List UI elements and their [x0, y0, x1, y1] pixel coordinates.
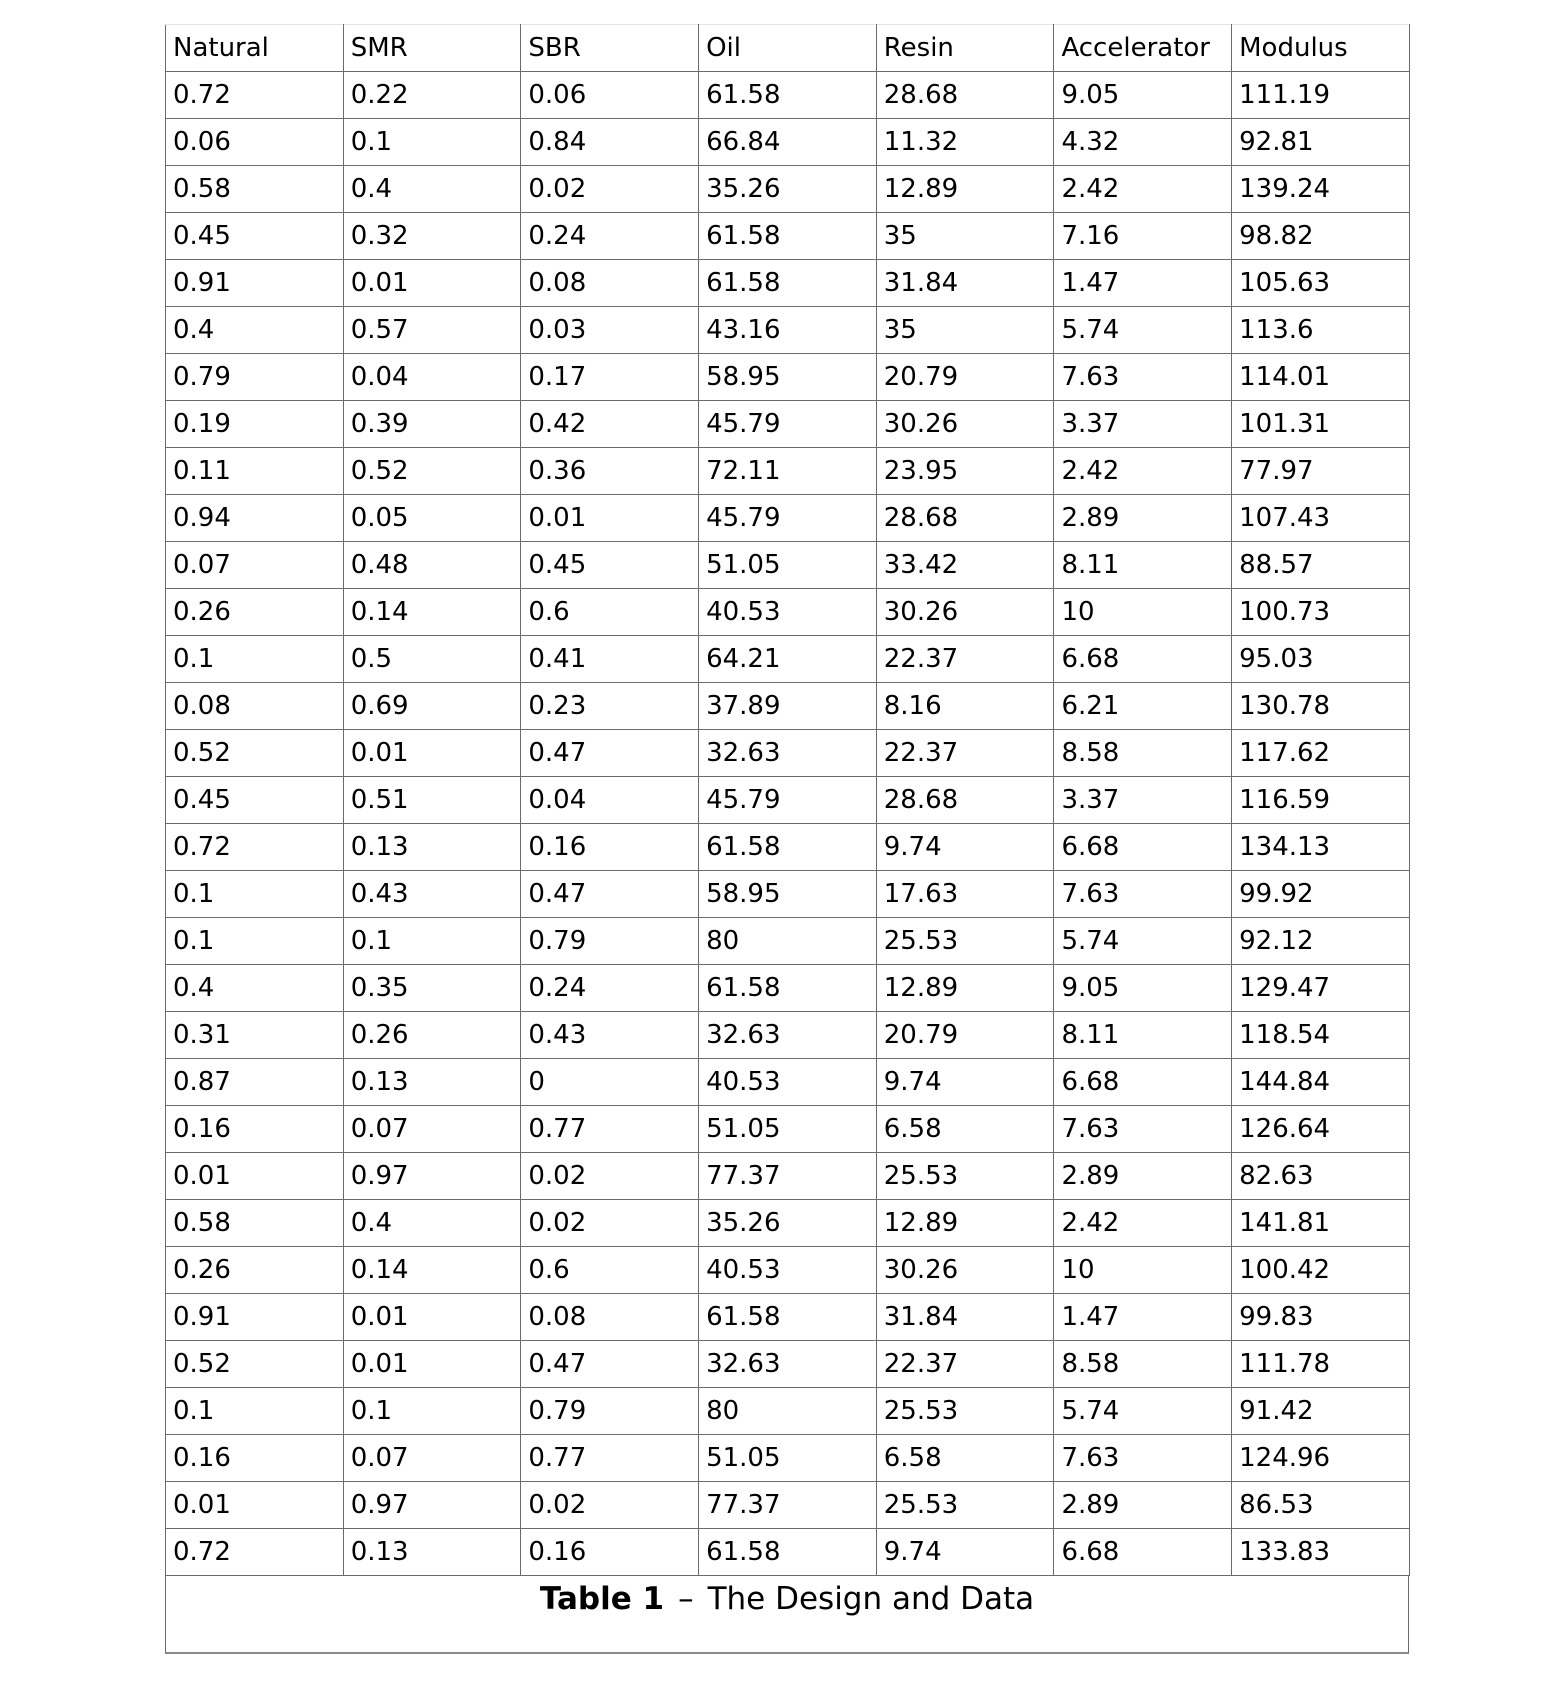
- table-cell: 0.97: [343, 1482, 521, 1529]
- table-cell: 0.31: [166, 1012, 344, 1059]
- table-cell: 9.74: [876, 1529, 1054, 1576]
- table-cell: 77.37: [699, 1153, 877, 1200]
- table-cell: 98.82: [1232, 213, 1410, 260]
- table-cell: 0.43: [521, 1012, 699, 1059]
- table-cell: 61.58: [699, 72, 877, 119]
- table-cell: 105.63: [1232, 260, 1410, 307]
- table-cell: 113.6: [1232, 307, 1410, 354]
- table-cell: 0.36: [521, 448, 699, 495]
- table-cell: 0.16: [166, 1435, 344, 1482]
- table-cell: 0.84: [521, 119, 699, 166]
- table-cell: 10: [1054, 1247, 1232, 1294]
- table-cell: 0.03: [521, 307, 699, 354]
- table-row: [166, 1482, 1410, 1529]
- table-cell: 45.79: [699, 495, 877, 542]
- design-data-table: [165, 24, 1410, 1576]
- table-row: [166, 777, 1410, 824]
- table-cell: 141.81: [1232, 1200, 1410, 1247]
- table-cell: 5.74: [1054, 1388, 1232, 1435]
- table-cell: 0.1: [166, 871, 344, 918]
- table-cell: 64.21: [699, 636, 877, 683]
- table-cell: 0.24: [521, 213, 699, 260]
- table-cell: 0.32: [343, 213, 521, 260]
- table-cell: 0.48: [343, 542, 521, 589]
- table-cell: 6.58: [876, 1435, 1054, 1482]
- table-cell: 111.19: [1232, 72, 1410, 119]
- table-row: [166, 1435, 1410, 1482]
- table-cell: 80: [699, 918, 877, 965]
- header-row: [166, 25, 1410, 72]
- table-row: [166, 871, 1410, 918]
- table-cell: 0.72: [166, 72, 344, 119]
- table-cell: 133.83: [1232, 1529, 1410, 1576]
- table-cell: 4.32: [1054, 119, 1232, 166]
- table-cell: 0.01: [343, 260, 521, 307]
- table-cell: 8.58: [1054, 1341, 1232, 1388]
- table-cell: 2.89: [1054, 1153, 1232, 1200]
- table-cell: 6.68: [1054, 1059, 1232, 1106]
- table-cell: 0.06: [166, 119, 344, 166]
- table-cell: 0.35: [343, 965, 521, 1012]
- table-cell: 107.43: [1232, 495, 1410, 542]
- table-row: [166, 1153, 1410, 1200]
- caption-text: The Design and Data: [707, 1581, 1035, 1617]
- table-row: [166, 260, 1410, 307]
- table-cell: 0.79: [521, 1388, 699, 1435]
- table-cell: 0.77: [521, 1106, 699, 1153]
- table-cell: 86.53: [1232, 1482, 1410, 1529]
- table-cell: 100.42: [1232, 1247, 1410, 1294]
- table-cell: 2.89: [1054, 495, 1232, 542]
- table-cell: 0.07: [343, 1435, 521, 1482]
- table-cell: 0.1: [343, 119, 521, 166]
- table-body: [166, 72, 1410, 1576]
- table-cell: 22.37: [876, 636, 1054, 683]
- table-cell: 134.13: [1232, 824, 1410, 871]
- table-cell: 12.89: [876, 166, 1054, 213]
- table-cell: 0.4: [343, 166, 521, 213]
- caption-line: [166, 1576, 1408, 1615]
- table-cell: 61.58: [699, 1529, 877, 1576]
- table-cell: 0.91: [166, 260, 344, 307]
- table-row: [166, 1529, 1410, 1576]
- table-cell: 3.37: [1054, 777, 1232, 824]
- table-cell: 61.58: [699, 213, 877, 260]
- table-cell: 51.05: [699, 1435, 877, 1482]
- column-header: Resin: [876, 25, 1054, 72]
- table-cell: 0.57: [343, 307, 521, 354]
- table-cell: 5.74: [1054, 307, 1232, 354]
- table-cell: 40.53: [699, 589, 877, 636]
- column-header: Oil: [699, 25, 877, 72]
- table-row: [166, 448, 1410, 495]
- table-cell: 0.26: [166, 589, 344, 636]
- column-header: Natural: [166, 25, 344, 72]
- table-cell: 88.57: [1232, 542, 1410, 589]
- table-cell: 0.01: [343, 730, 521, 777]
- table-caption: [165, 1576, 1409, 1654]
- table-cell: 51.05: [699, 542, 877, 589]
- table-cell: 45.79: [699, 401, 877, 448]
- table-cell: 45.79: [699, 777, 877, 824]
- table-cell: 0.26: [166, 1247, 344, 1294]
- table-cell: 0.39: [343, 401, 521, 448]
- table-cell: 8.16: [876, 683, 1054, 730]
- table-cell: 99.83: [1232, 1294, 1410, 1341]
- table-row: [166, 166, 1410, 213]
- table-cell: 0.79: [166, 354, 344, 401]
- table-cell: 0.02: [521, 166, 699, 213]
- table-cell: 25.53: [876, 1482, 1054, 1529]
- table-cell: 0.13: [343, 1059, 521, 1106]
- table-cell: 111.78: [1232, 1341, 1410, 1388]
- table-cell: 3.37: [1054, 401, 1232, 448]
- table-cell: 0.72: [166, 824, 344, 871]
- table-cell: 0.52: [166, 1341, 344, 1388]
- table-cell: 82.63: [1232, 1153, 1410, 1200]
- table-cell: 130.78: [1232, 683, 1410, 730]
- table-cell: 0.41: [521, 636, 699, 683]
- table-cell: 0.08: [521, 1294, 699, 1341]
- table-row: [166, 965, 1410, 1012]
- table-cell: 0.1: [166, 636, 344, 683]
- table-cell: 17.63: [876, 871, 1054, 918]
- table-cell: 35: [876, 213, 1054, 260]
- table-cell: 0.01: [166, 1482, 344, 1529]
- column-header: SMR: [343, 25, 521, 72]
- table-cell: 0.04: [343, 354, 521, 401]
- table-cell: 32.63: [699, 1012, 877, 1059]
- table-cell: 7.63: [1054, 871, 1232, 918]
- table-cell: 31.84: [876, 1294, 1054, 1341]
- table-row: [166, 636, 1410, 683]
- table-cell: 0.51: [343, 777, 521, 824]
- table-cell: 0.87: [166, 1059, 344, 1106]
- table-cell: 114.01: [1232, 354, 1410, 401]
- table-cell: 126.64: [1232, 1106, 1410, 1153]
- table-row: [166, 1106, 1410, 1153]
- table-cell: 2.42: [1054, 448, 1232, 495]
- table-cell: 0.01: [521, 495, 699, 542]
- table-cell: 0.6: [521, 589, 699, 636]
- table-cell: 22.37: [876, 730, 1054, 777]
- table-cell: 9.74: [876, 1059, 1054, 1106]
- table-cell: 28.68: [876, 495, 1054, 542]
- table-cell: 30.26: [876, 589, 1054, 636]
- table-cell: 0.47: [521, 871, 699, 918]
- table-cell: 77.37: [699, 1482, 877, 1529]
- table-cell: 0.02: [521, 1482, 699, 1529]
- table-cell: 0.4: [166, 307, 344, 354]
- table-row: [166, 918, 1410, 965]
- table-cell: 7.16: [1054, 213, 1232, 260]
- table-cell: 0.06: [521, 72, 699, 119]
- table-cell: 0.14: [343, 1247, 521, 1294]
- table-cell: 61.58: [699, 260, 877, 307]
- table-cell: 77.97: [1232, 448, 1410, 495]
- table-cell: 95.03: [1232, 636, 1410, 683]
- table-row: [166, 495, 1410, 542]
- table-cell: 0.26: [343, 1012, 521, 1059]
- table-header: [166, 25, 1410, 72]
- table-cell: 0.58: [166, 1200, 344, 1247]
- table-cell: 0.52: [166, 730, 344, 777]
- table-cell: 91.42: [1232, 1388, 1410, 1435]
- table-row: [166, 824, 1410, 871]
- table-row: [166, 542, 1410, 589]
- table-cell: 0.1: [166, 1388, 344, 1435]
- table-cell: 0.04: [521, 777, 699, 824]
- column-header: SBR: [521, 25, 699, 72]
- table-cell: 0.47: [521, 1341, 699, 1388]
- table-cell: 61.58: [699, 1294, 877, 1341]
- table-cell: 0.23: [521, 683, 699, 730]
- table-cell: 92.12: [1232, 918, 1410, 965]
- table-row: [166, 1247, 1410, 1294]
- table-cell: 32.63: [699, 730, 877, 777]
- table-row: [166, 683, 1410, 730]
- table-cell: 0.43: [343, 871, 521, 918]
- table-cell: 61.58: [699, 824, 877, 871]
- table-cell: 8.11: [1054, 1012, 1232, 1059]
- table-cell: 0.22: [343, 72, 521, 119]
- table-cell: 8.58: [1054, 730, 1232, 777]
- table-cell: 0.1: [166, 918, 344, 965]
- table-cell: 58.95: [699, 354, 877, 401]
- table-cell: 117.62: [1232, 730, 1410, 777]
- table-cell: 43.16: [699, 307, 877, 354]
- table-row: [166, 1200, 1410, 1247]
- table-cell: 0.91: [166, 1294, 344, 1341]
- table-cell: 0.08: [166, 683, 344, 730]
- table-cell: 0.16: [166, 1106, 344, 1153]
- table-cell: 100.73: [1232, 589, 1410, 636]
- table-cell: 0.02: [521, 1200, 699, 1247]
- caption-separator: –: [678, 1581, 694, 1617]
- table-cell: 6.21: [1054, 683, 1232, 730]
- table-cell: 0.1: [343, 918, 521, 965]
- table-cell: 92.81: [1232, 119, 1410, 166]
- table-cell: 9.05: [1054, 72, 1232, 119]
- table-cell: 7.63: [1054, 1435, 1232, 1482]
- table-cell: 9.05: [1054, 965, 1232, 1012]
- table-cell: 11.32: [876, 119, 1054, 166]
- table-cell: 0.24: [521, 965, 699, 1012]
- table-cell: 6.58: [876, 1106, 1054, 1153]
- table-cell: 0.13: [343, 1529, 521, 1576]
- table-cell: 32.63: [699, 1341, 877, 1388]
- table-cell: 0.1: [343, 1388, 521, 1435]
- table-cell: 20.79: [876, 354, 1054, 401]
- table-cell: 0.58: [166, 166, 344, 213]
- table-cell: 7.63: [1054, 1106, 1232, 1153]
- table-cell: 66.84: [699, 119, 877, 166]
- table-cell: 0.45: [166, 213, 344, 260]
- design-data-table-container: [165, 24, 1409, 1654]
- table-cell: 129.47: [1232, 965, 1410, 1012]
- table-cell: 116.59: [1232, 777, 1410, 824]
- table-row: [166, 1012, 1410, 1059]
- table-cell: 0.97: [343, 1153, 521, 1200]
- table-cell: 7.63: [1054, 354, 1232, 401]
- table-row: [166, 307, 1410, 354]
- table-cell: 0.16: [521, 824, 699, 871]
- table-cell: 0.13: [343, 824, 521, 871]
- caption-label: Table 1: [539, 1581, 665, 1617]
- table-cell: 0.6: [521, 1247, 699, 1294]
- table-cell: 144.84: [1232, 1059, 1410, 1106]
- table-cell: 6.68: [1054, 1529, 1232, 1576]
- table-row: [166, 1059, 1410, 1106]
- table-cell: 6.68: [1054, 824, 1232, 871]
- table-cell: 35.26: [699, 1200, 877, 1247]
- table-cell: 12.89: [876, 1200, 1054, 1247]
- table-cell: 1.47: [1054, 1294, 1232, 1341]
- table-cell: 0.52: [343, 448, 521, 495]
- table-cell: 0.45: [521, 542, 699, 589]
- table-cell: 0.42: [521, 401, 699, 448]
- table-cell: 23.95: [876, 448, 1054, 495]
- table-cell: 0.05: [343, 495, 521, 542]
- table-row: [166, 1341, 1410, 1388]
- table-cell: 0.47: [521, 730, 699, 777]
- table-cell: 33.42: [876, 542, 1054, 589]
- table-cell: 30.26: [876, 401, 1054, 448]
- table-cell: 0.01: [166, 1153, 344, 1200]
- table-cell: 124.96: [1232, 1435, 1410, 1482]
- table-cell: 40.53: [699, 1059, 877, 1106]
- table-cell: 0.77: [521, 1435, 699, 1482]
- table-cell: 0.72: [166, 1529, 344, 1576]
- table-cell: 31.84: [876, 260, 1054, 307]
- table-cell: 6.68: [1054, 636, 1232, 683]
- table-cell: 0.02: [521, 1153, 699, 1200]
- table-cell: 8.11: [1054, 542, 1232, 589]
- table-cell: 0.16: [521, 1529, 699, 1576]
- table-cell: 0.4: [343, 1200, 521, 1247]
- table-cell: 2.42: [1054, 166, 1232, 213]
- table-cell: 10: [1054, 589, 1232, 636]
- table-cell: 0.07: [343, 1106, 521, 1153]
- table-cell: 9.74: [876, 824, 1054, 871]
- table-cell: 1.47: [1054, 260, 1232, 307]
- table-cell: 5.74: [1054, 918, 1232, 965]
- table-cell: 30.26: [876, 1247, 1054, 1294]
- table-row: [166, 72, 1410, 119]
- table-cell: 28.68: [876, 72, 1054, 119]
- table-cell: 28.68: [876, 777, 1054, 824]
- table-cell: 61.58: [699, 965, 877, 1012]
- table-cell: 20.79: [876, 1012, 1054, 1059]
- table-cell: 51.05: [699, 1106, 877, 1153]
- table-cell: 0.07: [166, 542, 344, 589]
- table-cell: 37.89: [699, 683, 877, 730]
- column-header: Modulus: [1232, 25, 1410, 72]
- column-header: Accelerator: [1054, 25, 1232, 72]
- table-cell: 0.5: [343, 636, 521, 683]
- table-cell: 0.45: [166, 777, 344, 824]
- table-row: [166, 119, 1410, 166]
- table-cell: 22.37: [876, 1341, 1054, 1388]
- table-cell: 0.19: [166, 401, 344, 448]
- table-row: [166, 1388, 1410, 1435]
- table-row: [166, 730, 1410, 777]
- table-cell: 0.11: [166, 448, 344, 495]
- table-cell: 2.42: [1054, 1200, 1232, 1247]
- table-cell: 0.4: [166, 965, 344, 1012]
- table-cell: 0.08: [521, 260, 699, 307]
- table-row: [166, 401, 1410, 448]
- table-cell: 0.79: [521, 918, 699, 965]
- table-cell: 0.69: [343, 683, 521, 730]
- table-cell: 101.31: [1232, 401, 1410, 448]
- table-cell: 0.01: [343, 1294, 521, 1341]
- table-cell: 118.54: [1232, 1012, 1410, 1059]
- table-cell: 12.89: [876, 965, 1054, 1012]
- table-cell: 72.11: [699, 448, 877, 495]
- table-row: [166, 354, 1410, 401]
- table-cell: 99.92: [1232, 871, 1410, 918]
- table-cell: 25.53: [876, 1388, 1054, 1435]
- table-cell: 0.17: [521, 354, 699, 401]
- table-cell: 35: [876, 307, 1054, 354]
- table-cell: 0.14: [343, 589, 521, 636]
- table-row: [166, 213, 1410, 260]
- table-cell: 25.53: [876, 918, 1054, 965]
- table-cell: 2.89: [1054, 1482, 1232, 1529]
- table-cell: 0.94: [166, 495, 344, 542]
- table-cell: 40.53: [699, 1247, 877, 1294]
- table-cell: 0.01: [343, 1341, 521, 1388]
- table-row: [166, 1294, 1410, 1341]
- table-cell: 80: [699, 1388, 877, 1435]
- table-cell: 58.95: [699, 871, 877, 918]
- table-cell: 25.53: [876, 1153, 1054, 1200]
- table-cell: 35.26: [699, 166, 877, 213]
- table-row: [166, 589, 1410, 636]
- table-cell: 139.24: [1232, 166, 1410, 213]
- table-cell: 0: [521, 1059, 699, 1106]
